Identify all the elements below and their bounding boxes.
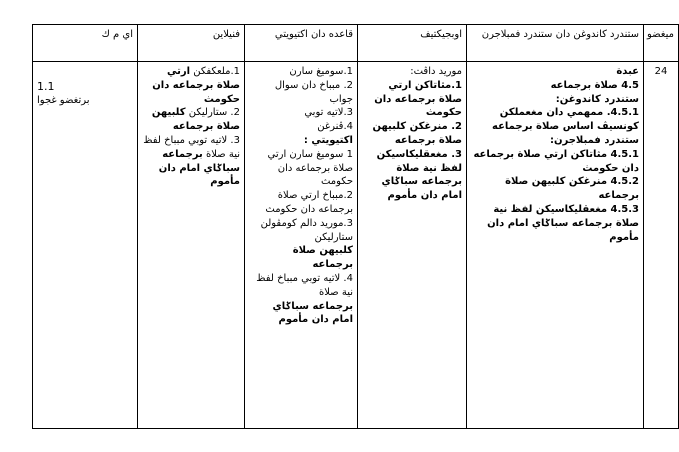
- header-thinking-skills: قاعده دان اکتيويتي: [245, 25, 358, 62]
- assessment-3: [142, 134, 240, 189]
- assessment-1a: 1.ملعکفکن: [193, 66, 240, 77]
- thinking-3: 3.لاتيه توبي: [304, 107, 353, 119]
- thinking-2: 2. مبباخ دان سوال جواب: [274, 79, 353, 105]
- pmk-text: برتغضو غجوا: [37, 95, 90, 107]
- activity-step-3a: 3.موريد دالم کومڤولن ستارليکن: [260, 217, 353, 243]
- activity-step-1: 1 سوميغ سارن ارتي صلاة برجماعه دان حکومث: [267, 148, 353, 188]
- header-pmk: اي م ك: [33, 25, 138, 62]
- thinking-1: 1.سوميغ سارن: [289, 66, 353, 77]
- assessment-1b: ارتي صلاة برجماعه دان حکومث: [152, 66, 240, 105]
- thinking-skills-cell: [245, 62, 358, 429]
- content-standard-cell: [467, 62, 644, 429]
- sp3-text: مغعقليکاسيکن لفظ نية صلاة برجماعه سباݢاي امام دان مأموم: [487, 203, 639, 243]
- sp2-text: منرغکن کلبيهن صلاة برجماعه: [505, 176, 639, 202]
- std-code: 4.5: [621, 79, 639, 91]
- sk-text: ممهمي دان مغعملکن کونسيڤ اساس صلاة برجماعه: [492, 107, 639, 133]
- table-row: [33, 62, 679, 429]
- week-number: 24: [644, 62, 679, 429]
- sp-item-2: [471, 175, 639, 203]
- assessment-cell: [138, 62, 245, 429]
- sp-item-1: [471, 148, 639, 176]
- assessment-3a: 3. لاتيه توبي مبباخ لفظ نية صلاة: [143, 134, 240, 160]
- assessment-2: [142, 106, 240, 134]
- header-row: [33, 25, 679, 62]
- objective-intro: موريد داڤت:: [410, 66, 462, 77]
- objective-3: 3. مغعقليکاسيکن لفظ نية صلاة برجماعه سباݢاي امام دان مأموم: [376, 148, 462, 202]
- sp-label: ستندرد فمبلاجرن:: [549, 134, 639, 146]
- objective-2: 2. منرغکن کلبيهن صلاة برجماعه: [372, 121, 462, 146]
- pmk-cell: [33, 62, 138, 429]
- sk-item: [471, 106, 639, 134]
- sk-code: 4.5.1.: [606, 107, 639, 119]
- assessment-2b: کلبيهن صلاة برجماعه: [151, 107, 240, 133]
- header-activity: فنيلاين: [138, 25, 245, 62]
- sk-label: ستندرد کاندوغن:: [555, 93, 639, 105]
- activity-step-4b: برجماعه سباݢاي امام دان مأموم: [272, 300, 353, 326]
- activity-label: اکتيويتي :: [303, 134, 353, 146]
- sp1-code: 4.5.1: [610, 148, 639, 160]
- activity-step-4a: 4. لاتيه توبي مبباخ لفظ نية صلاة: [256, 272, 353, 298]
- sp3-code: 4.5.3: [610, 203, 639, 215]
- sp-item-3: [471, 203, 639, 244]
- objective-1: 1.مثاتاکن ارتي صلاة برجماعه دان حکومث: [374, 79, 462, 119]
- header-content-standard: ستندرد کاندوغن دان ستندرد فمبلاجرن: [467, 25, 644, 62]
- content-title: عبدة: [616, 66, 639, 77]
- lesson-plan-table: [32, 24, 679, 429]
- objective-cell: [358, 62, 467, 429]
- header-week: ميغضو: [644, 25, 679, 62]
- header-objective: اوبجيکتيف: [358, 25, 467, 62]
- assessment-2a: 2. ستارليکن: [188, 107, 240, 119]
- activity-step-3b: کلبيهن صلاة برجماعه: [292, 245, 353, 271]
- std-label: صلاة برجماعه: [550, 79, 618, 91]
- assessment-1: [142, 65, 240, 106]
- activity-step-2: 2.مبباخ ارتي صلاة برجماعه دان حکومث: [265, 190, 353, 215]
- pmk-code: 1.1: [37, 80, 55, 93]
- content-standard-item: [471, 79, 639, 93]
- assessment-3b: برجماعه سباݢاي امام دان مأموم: [158, 148, 240, 188]
- sp2-code: 4.5.2: [610, 176, 639, 188]
- thinking-4: 4.ڤنرغن: [317, 121, 353, 133]
- sp1-text: مثاتاکن ارتي صلاة برجماعه دان حکومث: [473, 148, 639, 174]
